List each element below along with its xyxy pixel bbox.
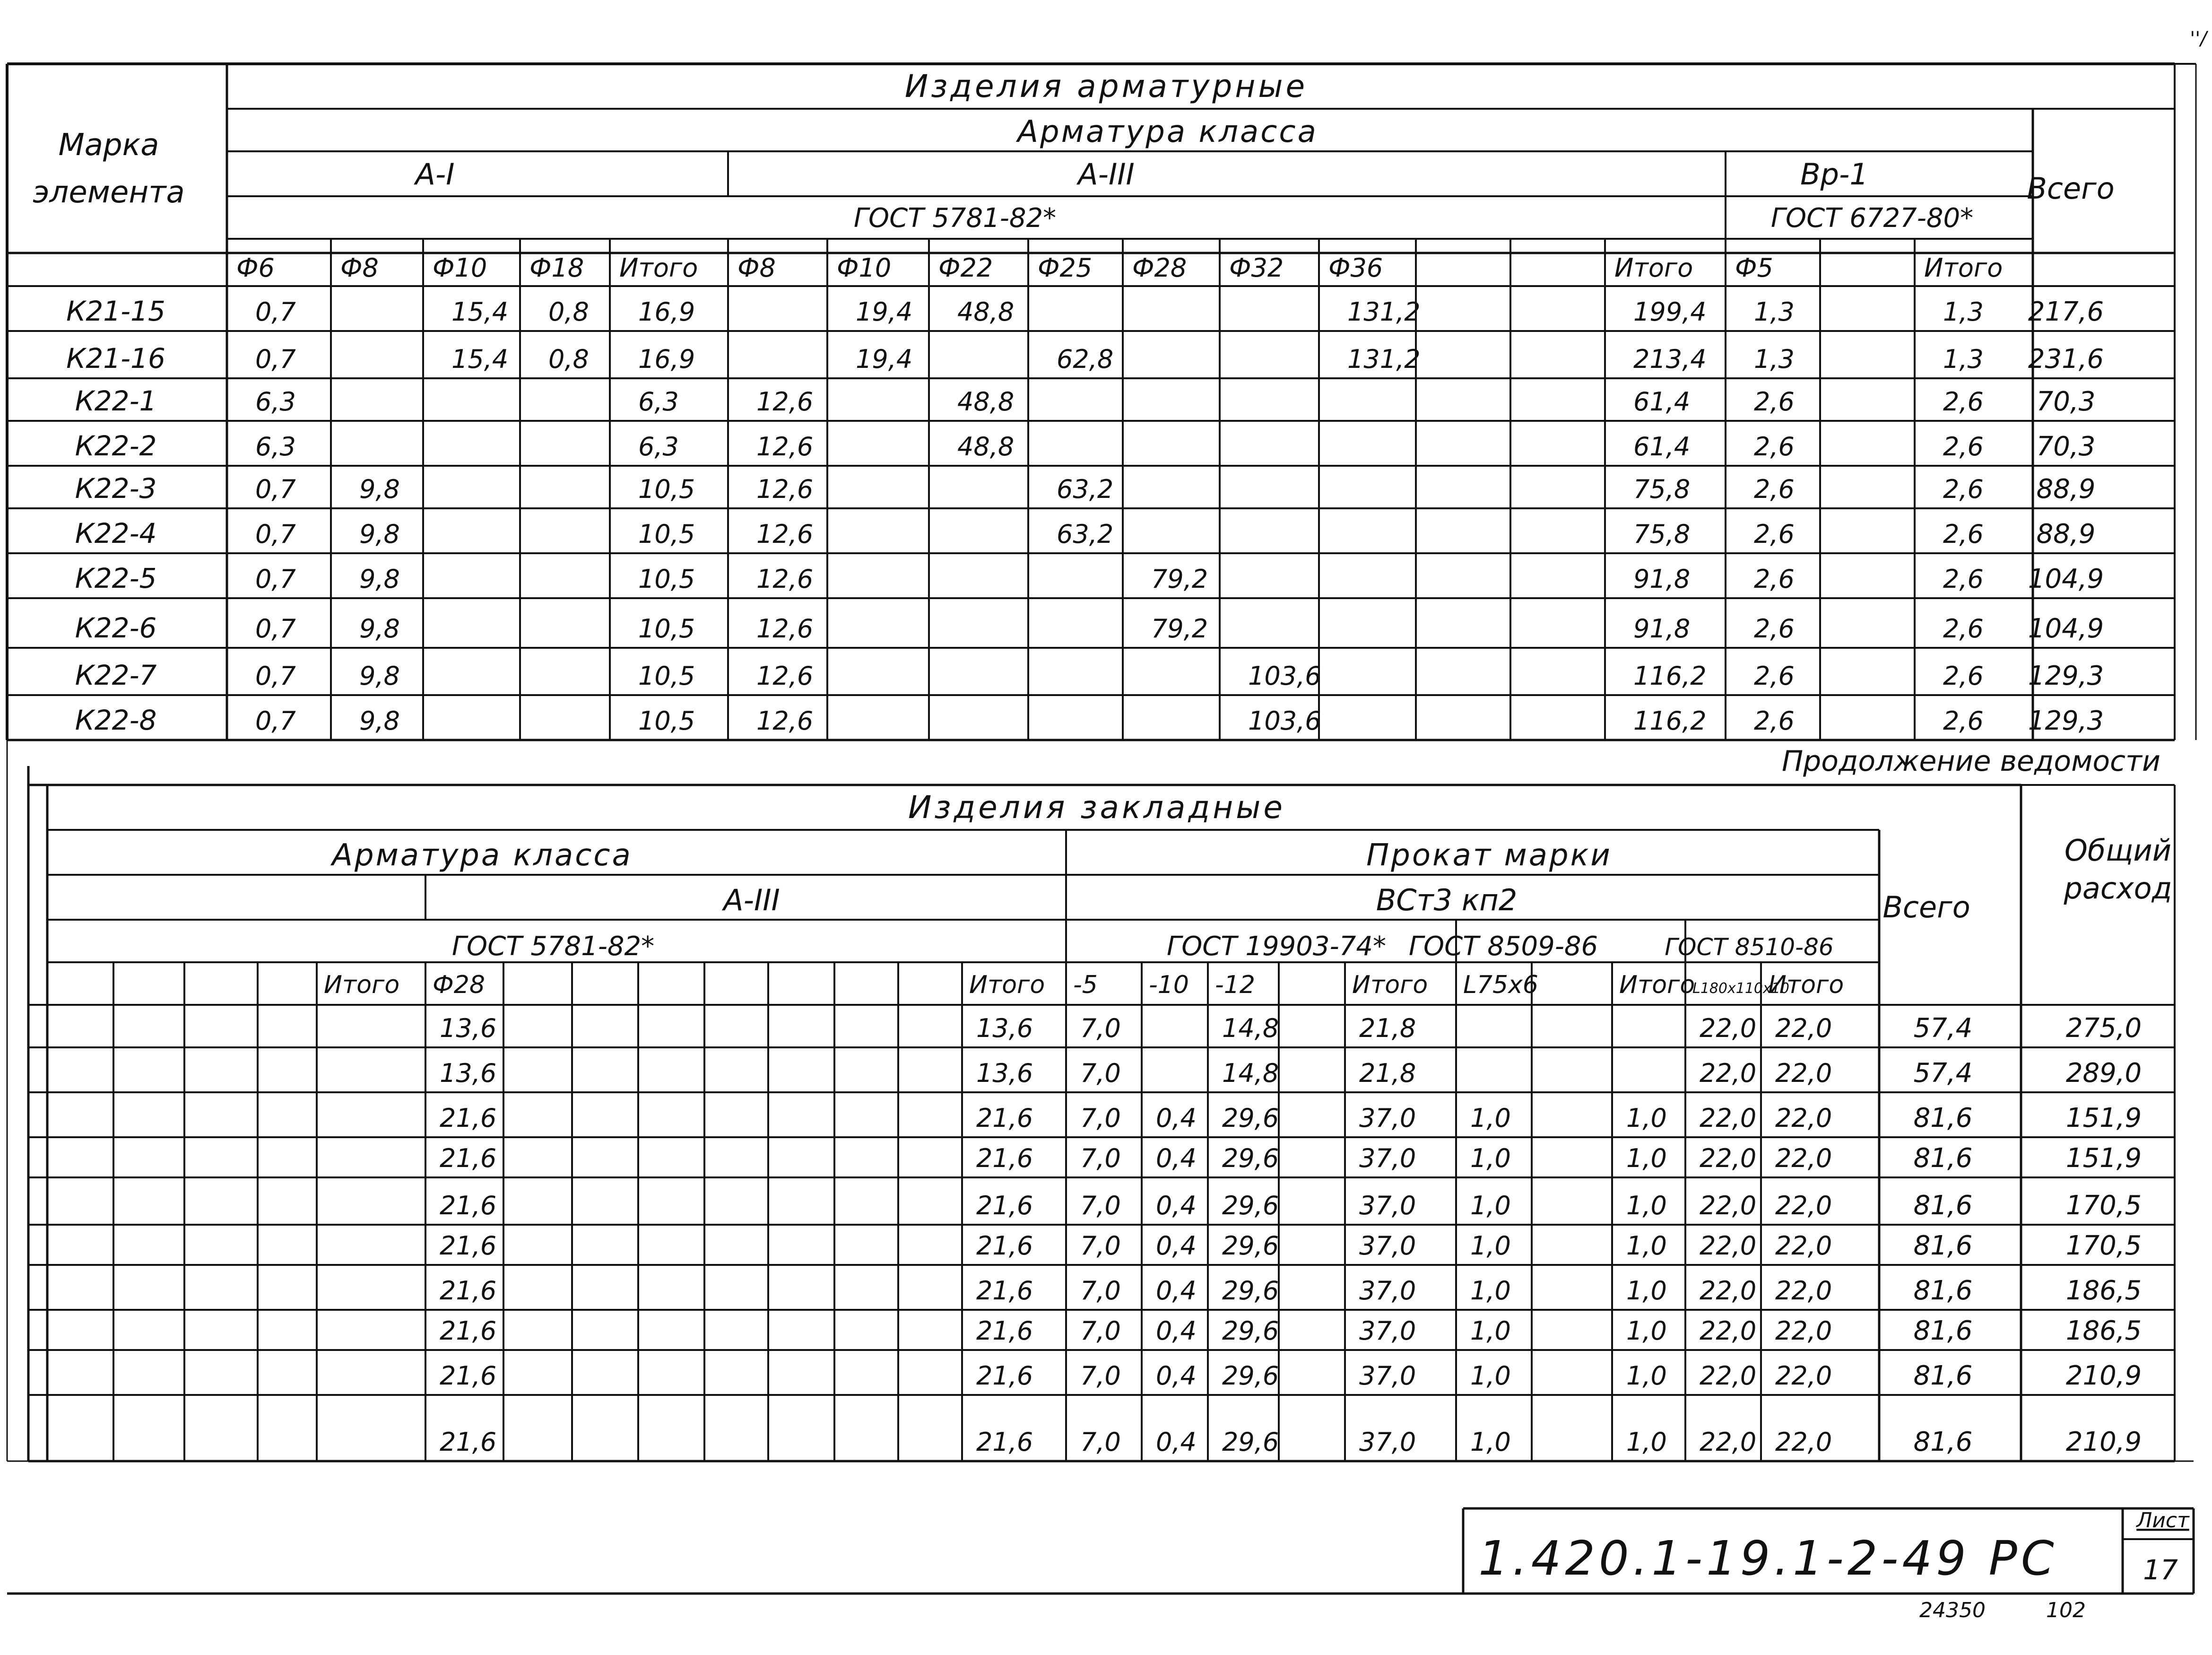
- row-mark: К22-3: [75, 472, 157, 505]
- bottom-cell: 1,0: [1470, 1191, 1511, 1220]
- top-cell: 9,8: [359, 706, 400, 736]
- bottom-cell: 1,0: [1626, 1427, 1667, 1457]
- top-cell: 2,6: [1754, 614, 1795, 644]
- top-class-a3: А-III: [1078, 157, 1135, 192]
- top-cell: 16,9: [638, 297, 695, 327]
- bottom-row-vsego: 81,6: [1913, 1275, 1973, 1306]
- top-column-header: Ф32: [1229, 253, 1284, 283]
- top-row-total: 231,6: [2028, 344, 2104, 375]
- bottom-row-vsego: 81,6: [1913, 1230, 1973, 1261]
- bottom-cell: 0,4: [1156, 1191, 1197, 1220]
- top-cell: 48,8: [957, 387, 1015, 417]
- bottom-row-vsego: 57,4: [1913, 1058, 1973, 1089]
- page-number: 102: [2046, 1598, 2086, 1622]
- bottom-cell: 37,0: [1359, 1231, 1416, 1261]
- document-code: 1.420.1-19.1-2-49 РС: [1478, 1531, 2058, 1586]
- bottom-cell: 1,0: [1626, 1276, 1667, 1306]
- bottom-row-total: 210,9: [2065, 1360, 2142, 1391]
- top-cell: 79,2: [1151, 614, 1208, 644]
- top-column-header: Ф36: [1328, 253, 1383, 283]
- top-row-total: 129,3: [2028, 706, 2104, 736]
- bottom-cell: 22,0: [1775, 1276, 1832, 1306]
- top-cell: 12,6: [756, 706, 814, 736]
- top-cell: 0,7: [255, 614, 296, 644]
- top-cell: 1,3: [1943, 297, 1984, 327]
- bottom-cell: 1,0: [1626, 1103, 1667, 1133]
- bottom-cell: 37,0: [1359, 1191, 1416, 1220]
- top-row-total: 88,9: [2036, 474, 2096, 505]
- top-cell: 79,2: [1151, 564, 1208, 594]
- bottom-cell: 37,0: [1359, 1316, 1416, 1346]
- bottom-cell: 22,0: [1700, 1058, 1757, 1088]
- top-cell: 2,6: [1754, 474, 1795, 504]
- top-column-header: Итого: [1614, 253, 1693, 283]
- top-cell: 12,6: [756, 387, 814, 417]
- top-row-total: 70,3: [2036, 386, 2096, 417]
- bottom-gost-8510: ГОСТ 8510-86: [1665, 933, 1834, 961]
- top-cell: 16,9: [638, 344, 695, 374]
- top-cell: 10,5: [638, 706, 695, 736]
- top-class-a1: А-I: [415, 157, 455, 192]
- top-column-header: Ф10: [433, 253, 487, 283]
- top-cell: 2,6: [1754, 519, 1795, 549]
- top-cell: 2,6: [1943, 432, 1984, 462]
- bottom-cell: 7,0: [1080, 1191, 1121, 1220]
- bottom-cell: 22,0: [1700, 1427, 1757, 1457]
- top-column-header: Ф28: [1132, 253, 1187, 283]
- top-cell: 103,6: [1248, 706, 1321, 736]
- bottom-cell: 22,0: [1700, 1143, 1757, 1173]
- bottom-cell: 1,0: [1470, 1361, 1511, 1391]
- bottom-gost-a: ГОСТ 5781-82*: [451, 931, 655, 962]
- row-mark: К22-4: [75, 517, 157, 549]
- top-cell: 199,4: [1633, 297, 1707, 327]
- top-cell: 12,6: [756, 661, 814, 691]
- bottom-cell: 1,0: [1626, 1143, 1667, 1173]
- bottom-cell: 1,0: [1470, 1143, 1511, 1173]
- top-cell: 103,6: [1248, 661, 1321, 691]
- top-column-header: Ф10: [837, 253, 892, 283]
- bottom-row-total: 151,9: [2065, 1103, 2142, 1133]
- bottom-row-total: 170,5: [2065, 1190, 2142, 1221]
- top-cell: 12,6: [756, 474, 814, 504]
- top-cell: 61,4: [1633, 432, 1691, 462]
- bottom-column-header: Итого: [324, 971, 400, 999]
- bottom-cell: 7,0: [1080, 1013, 1121, 1043]
- bottom-row-vsego: 81,6: [1913, 1190, 1973, 1221]
- top-column-header: Ф8: [737, 253, 776, 283]
- bottom-cell: 37,0: [1359, 1361, 1416, 1391]
- bottom-row-vsego: 81,6: [1913, 1360, 1973, 1391]
- top-cell: 61,4: [1633, 387, 1691, 417]
- bottom-cell: 37,0: [1359, 1103, 1416, 1133]
- bottom-gost-19903: ГОСТ 19903-74*: [1167, 931, 1386, 962]
- bottom-cell: 22,0: [1775, 1058, 1832, 1088]
- bottom-column-header: L180x110x10: [1692, 980, 1789, 997]
- bottom-row-total: 186,5: [2065, 1315, 2142, 1346]
- bottom-column-header: L75x6: [1463, 971, 1538, 999]
- bottom-cell: 7,0: [1080, 1103, 1121, 1133]
- top-cell: 6,3: [638, 432, 679, 462]
- bottom-prokat-marki: Прокат марки: [1366, 838, 1612, 873]
- top-cell: 2,6: [1943, 387, 1984, 417]
- top-cell: 2,6: [1943, 614, 1984, 644]
- bottom-cell: 37,0: [1359, 1427, 1416, 1457]
- bottom-cell: 29,6: [1222, 1231, 1279, 1261]
- top-cell: 10,5: [638, 474, 695, 504]
- bottom-cell: 22,0: [1775, 1103, 1832, 1133]
- bottom-cell: 29,6: [1222, 1191, 1279, 1220]
- row-mark: К22-2: [75, 430, 157, 462]
- bottom-cell: 21,6: [440, 1103, 497, 1133]
- bottom-cell: 22,0: [1775, 1143, 1832, 1173]
- bottom-cell: 21,6: [976, 1276, 1033, 1306]
- row-mark: К22-7: [75, 659, 157, 691]
- top-cell: 2,6: [1754, 706, 1795, 736]
- top-cell: 63,2: [1057, 474, 1114, 504]
- top-armatura-klassa: Арматура класса: [1017, 114, 1318, 149]
- top-column-header: Итого: [1924, 253, 2003, 283]
- sheet-number: 17: [2143, 1554, 2178, 1586]
- row-mark: К21-16: [66, 342, 165, 375]
- top-cell: 63,2: [1057, 519, 1114, 549]
- bottom-row-total: 170,5: [2065, 1230, 2142, 1261]
- bottom-cell: 1,0: [1626, 1191, 1667, 1220]
- bottom-row-total: 289,0: [2065, 1058, 2142, 1089]
- bottom-row-total: 210,9: [2065, 1427, 2142, 1457]
- top-cell: 116,2: [1633, 706, 1707, 736]
- bottom-cell: 1,0: [1470, 1316, 1511, 1346]
- top-cell: 0,8: [548, 344, 589, 374]
- bottom-column-header: -10: [1149, 971, 1189, 999]
- top-section-title: Изделия арматурные: [904, 68, 1308, 105]
- top-gost-a: ГОСТ 5781-82*: [853, 203, 1057, 234]
- top-cell: 1,3: [1754, 297, 1795, 327]
- bottom-cell: 29,6: [1222, 1276, 1279, 1306]
- bottom-cell: 1,0: [1626, 1361, 1667, 1391]
- top-row-total: 129,3: [2028, 661, 2104, 691]
- bottom-cell: 37,0: [1359, 1276, 1416, 1306]
- top-cell: 131,2: [1347, 297, 1421, 327]
- bottom-cell: 1,0: [1470, 1231, 1511, 1261]
- bottom-row-total: 186,5: [2065, 1275, 2142, 1306]
- bottom-cell: 29,6: [1222, 1103, 1279, 1133]
- bottom-cell: 13,6: [440, 1013, 497, 1043]
- bottom-cell: 1,0: [1626, 1231, 1667, 1261]
- bottom-cell: 37,0: [1359, 1143, 1416, 1173]
- top-column-header: Ф22: [938, 253, 993, 283]
- top-column-header: Ф8: [340, 253, 379, 283]
- top-cell: 1,3: [1754, 344, 1795, 374]
- top-column-header: Ф6: [236, 253, 275, 283]
- top-cell: 9,8: [359, 614, 400, 644]
- obshchiy-raskhod-line1: Общий: [2064, 833, 2172, 868]
- bottom-cell: 0,4: [1156, 1276, 1197, 1306]
- bottom-cell: 22,0: [1775, 1191, 1832, 1220]
- bottom-cell: 21,8: [1359, 1013, 1416, 1043]
- bottom-cell: 7,0: [1080, 1361, 1121, 1391]
- bottom-cell: 7,0: [1080, 1427, 1121, 1457]
- bottom-cell: 21,6: [976, 1427, 1033, 1457]
- top-row-total: 88,9: [2036, 519, 2096, 549]
- bottom-cell: 7,0: [1080, 1058, 1121, 1088]
- top-cell: 0,8: [548, 297, 589, 327]
- row-mark: К22-1: [75, 385, 157, 417]
- bottom-cell: 0,4: [1156, 1231, 1197, 1261]
- top-cell: 131,2: [1347, 344, 1421, 374]
- bottom-cell: 1,0: [1470, 1103, 1511, 1133]
- bottom-cell: 13,6: [976, 1013, 1033, 1043]
- bottom-cell: 7,0: [1080, 1276, 1121, 1306]
- bottom-class-a3: А-III: [723, 883, 780, 917]
- top-cell: 19,4: [856, 344, 913, 374]
- marka-label-line2: элемента: [33, 175, 185, 210]
- top-cell: 0,7: [255, 519, 296, 549]
- corner-mark: ''/: [2190, 28, 2207, 50]
- bottom-row-vsego: 57,4: [1913, 1013, 1973, 1044]
- top-row-total: 104,9: [2028, 613, 2104, 644]
- sheet-label: Лист: [2136, 1508, 2189, 1533]
- top-cell: 0,7: [255, 706, 296, 736]
- bottom-cell: 22,0: [1700, 1013, 1757, 1043]
- top-cell: 2,6: [1754, 432, 1795, 462]
- top-class-vr1: Вр-1: [1800, 157, 1868, 192]
- top-cell: 91,8: [1633, 564, 1691, 594]
- bottom-cell: 21,6: [976, 1316, 1033, 1346]
- top-cell: 10,5: [638, 614, 695, 644]
- top-column-header: Ф18: [529, 253, 584, 283]
- top-cell: 15,4: [451, 344, 509, 374]
- bottom-cell: 29,6: [1222, 1361, 1279, 1391]
- bottom-column-header: Итого: [1619, 971, 1695, 999]
- top-cell: 12,6: [756, 519, 814, 549]
- bottom-cell: 21,6: [440, 1316, 497, 1346]
- top-cell: 9,8: [359, 661, 400, 691]
- bottom-cell: 29,6: [1222, 1143, 1279, 1173]
- bottom-row-vsego: 81,6: [1913, 1315, 1973, 1346]
- top-cell: 10,5: [638, 564, 695, 594]
- bottom-row-total: 151,9: [2065, 1143, 2142, 1174]
- top-cell: 12,6: [756, 432, 814, 462]
- top-cell: 0,7: [255, 344, 296, 374]
- top-cell: 10,5: [638, 519, 695, 549]
- top-cell: 91,8: [1633, 614, 1691, 644]
- bottom-armatura-klassa: Арматура класса: [332, 838, 633, 873]
- bottom-cell: 1,0: [1626, 1316, 1667, 1346]
- top-cell: 2,6: [1754, 564, 1795, 594]
- bottom-cell: 14,8: [1222, 1013, 1279, 1043]
- top-column-header: Ф25: [1038, 253, 1093, 283]
- bottom-cell: 21,6: [976, 1361, 1033, 1391]
- bottom-column-header: Итого: [969, 971, 1045, 999]
- top-row-total: 70,3: [2036, 431, 2096, 462]
- top-cell: 0,7: [255, 564, 296, 594]
- top-cell: 2,6: [1943, 661, 1984, 691]
- bottom-column-header: -12: [1215, 971, 1255, 999]
- row-mark: К22-6: [75, 612, 157, 644]
- top-cell: 75,8: [1633, 519, 1691, 549]
- top-cell: 2,6: [1943, 706, 1984, 736]
- top-cell: 15,4: [451, 297, 509, 327]
- bottom-cell: 29,6: [1222, 1316, 1279, 1346]
- top-cell: 48,8: [957, 432, 1015, 462]
- bottom-cell: 7,0: [1080, 1231, 1121, 1261]
- top-row-total: 217,6: [2028, 296, 2104, 327]
- top-column-header: Итого: [619, 253, 698, 283]
- bottom-cell: 22,0: [1775, 1231, 1832, 1261]
- bottom-cell: 29,6: [1222, 1427, 1279, 1457]
- bottom-cell: 21,6: [440, 1191, 497, 1220]
- bottom-cell: 1,0: [1470, 1276, 1511, 1306]
- top-gost-vr: ГОСТ 6727-80*: [1770, 203, 1974, 234]
- bottom-cell: 22,0: [1775, 1361, 1832, 1391]
- bottom-cell: 0,4: [1156, 1103, 1197, 1133]
- top-cell: 12,6: [756, 614, 814, 644]
- bottom-cell: 22,0: [1700, 1361, 1757, 1391]
- top-cell: 62,8: [1057, 344, 1114, 374]
- marka-label-line1: Марка: [58, 128, 159, 163]
- bottom-vsego-header: Всего: [1882, 890, 1970, 924]
- bottom-row-vsego: 81,6: [1913, 1103, 1973, 1133]
- top-cell: 10,5: [638, 661, 695, 691]
- top-row-total: 104,9: [2028, 564, 2104, 594]
- inventory-number: 24350: [1919, 1598, 1986, 1622]
- top-vsego-header: Всего: [2027, 171, 2115, 206]
- bottom-cell: 21,6: [440, 1231, 497, 1261]
- top-cell: 6,3: [255, 432, 296, 462]
- bottom-cell: 7,0: [1080, 1316, 1121, 1346]
- bottom-cell: 21,6: [440, 1427, 497, 1457]
- top-cell: 2,6: [1943, 564, 1984, 594]
- bottom-column-header: Итого: [1352, 971, 1428, 999]
- bottom-cell: 21,6: [976, 1191, 1033, 1220]
- top-cell: 2,6: [1754, 661, 1795, 691]
- top-cell: 1,3: [1943, 344, 1984, 374]
- obshchiy-raskhod-line2: расход: [2064, 871, 2172, 906]
- top-cell: 2,6: [1943, 519, 1984, 549]
- top-cell: 48,8: [957, 297, 1015, 327]
- top-column-header: Ф5: [1735, 253, 1773, 283]
- bottom-cell: 22,0: [1700, 1103, 1757, 1133]
- bottom-cell: 21,6: [976, 1231, 1033, 1261]
- top-cell: 75,8: [1633, 474, 1691, 504]
- bottom-cell: 22,0: [1700, 1191, 1757, 1220]
- top-cell: 2,6: [1754, 387, 1795, 417]
- bottom-cell: 1,0: [1470, 1427, 1511, 1457]
- bottom-cell: 22,0: [1775, 1316, 1832, 1346]
- top-cell: 0,7: [255, 297, 296, 327]
- bottom-gost-8509: ГОСТ 8509-86: [1408, 931, 1598, 962]
- top-cell: 213,4: [1633, 344, 1707, 374]
- bottom-column-header: Ф28: [433, 971, 485, 999]
- top-cell: 9,8: [359, 474, 400, 504]
- bottom-cell: 22,0: [1700, 1231, 1757, 1261]
- bottom-cell: 22,0: [1700, 1316, 1757, 1346]
- row-mark: К22-5: [75, 562, 157, 594]
- bottom-cell: 13,6: [440, 1058, 497, 1088]
- bottom-cell: 21,6: [976, 1143, 1033, 1173]
- top-cell: 0,7: [255, 474, 296, 504]
- bottom-cell: 22,0: [1700, 1276, 1757, 1306]
- top-cell: 19,4: [856, 297, 913, 327]
- bottom-cell: 21,6: [440, 1143, 497, 1173]
- top-cell: 9,8: [359, 564, 400, 594]
- bottom-cell: 0,4: [1156, 1316, 1197, 1346]
- bottom-column-header: -5: [1073, 971, 1098, 999]
- row-mark: К22-8: [75, 704, 157, 736]
- bottom-section-title: Изделия закладные: [908, 789, 1285, 826]
- top-cell: 0,7: [255, 661, 296, 691]
- bottom-cell: 14,8: [1222, 1058, 1279, 1088]
- bottom-cell: 0,4: [1156, 1143, 1197, 1173]
- bottom-row-vsego: 81,6: [1913, 1427, 1973, 1457]
- bottom-cell: 21,6: [440, 1361, 497, 1391]
- top-cell: 6,3: [255, 387, 296, 417]
- top-cell: 12,6: [756, 564, 814, 594]
- bottom-cell: 0,4: [1156, 1427, 1197, 1457]
- continuation-label: Продолжение ведомости: [1781, 745, 2160, 778]
- top-cell: 6,3: [638, 387, 679, 417]
- bottom-vst3: ВСт3 кп2: [1376, 883, 1518, 917]
- bottom-row-vsego: 81,6: [1913, 1143, 1973, 1174]
- top-cell: 9,8: [359, 519, 400, 549]
- bottom-cell: 0,4: [1156, 1361, 1197, 1391]
- bottom-cell: 13,6: [976, 1058, 1033, 1088]
- top-cell: 2,6: [1943, 474, 1984, 504]
- bottom-cell: 21,6: [976, 1103, 1033, 1133]
- bottom-cell: 21,8: [1359, 1058, 1416, 1088]
- bottom-cell: 7,0: [1080, 1143, 1121, 1173]
- bottom-column-header: Итого: [1768, 971, 1844, 999]
- bottom-cell: 22,0: [1775, 1427, 1832, 1457]
- top-cell: 116,2: [1633, 661, 1707, 691]
- bottom-row-total: 275,0: [2065, 1013, 2142, 1044]
- bottom-cell: 21,6: [440, 1276, 497, 1306]
- row-mark: К21-15: [66, 295, 165, 327]
- bottom-cell: 22,0: [1775, 1013, 1832, 1043]
